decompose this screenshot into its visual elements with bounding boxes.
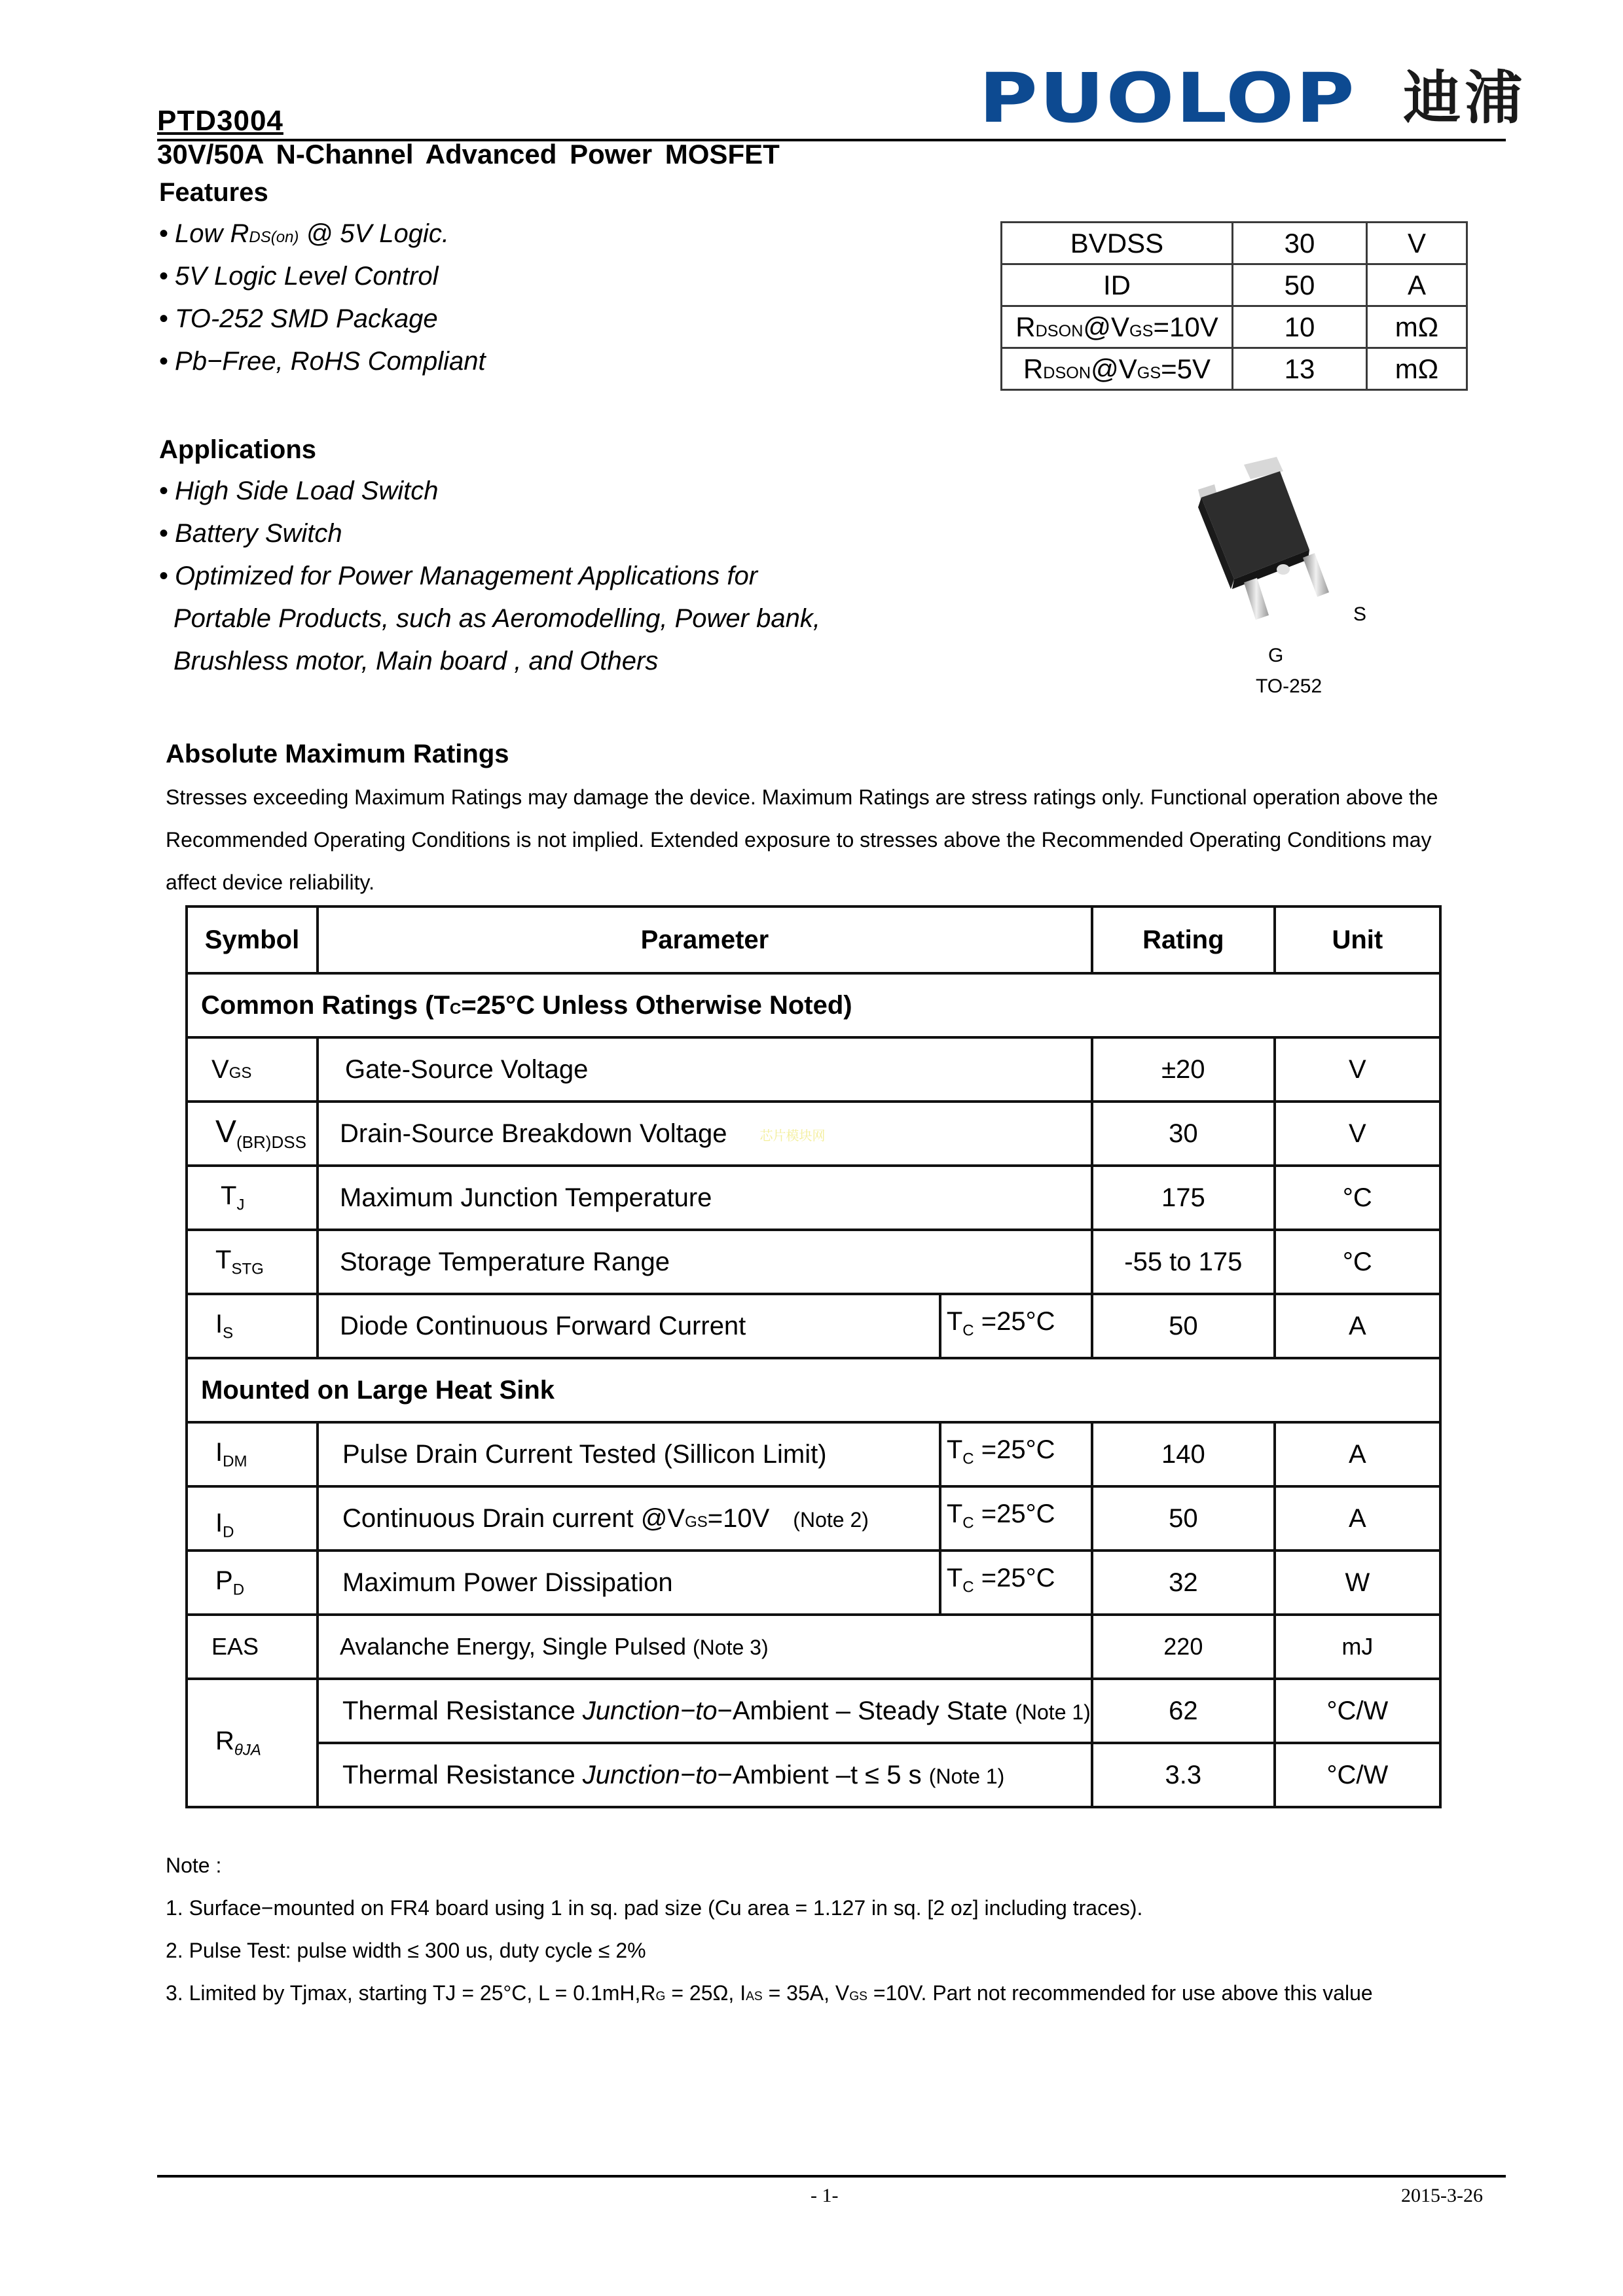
table-row bbox=[1002, 306, 1467, 348]
footer-divider bbox=[157, 2175, 1506, 2178]
parameter-cell: Storage Temperature Range bbox=[318, 1230, 1092, 1294]
rating-cell: 140 bbox=[1092, 1422, 1275, 1486]
unit-cell: °C/W bbox=[1275, 1679, 1440, 1743]
table-row bbox=[1002, 348, 1467, 390]
table-row bbox=[187, 1551, 1440, 1615]
unit-cell: A bbox=[1275, 1486, 1440, 1551]
unit-cell: A bbox=[1275, 1422, 1440, 1486]
spec-param: ID bbox=[1002, 264, 1233, 306]
column-header-unit: Unit bbox=[1275, 906, 1440, 973]
application-item: • Optimized for Power Management Applications for bbox=[159, 562, 758, 590]
page-number: - 1- bbox=[811, 2185, 839, 2206]
notes-heading: Note : bbox=[166, 1854, 222, 1877]
note-item: 3. Limited by Tjmax, starting TJ = 25°C, L = 0.1mH,RG = 25Ω, IAS = 35A, VGS =10V. Part not recommended for use above this value bbox=[166, 1981, 1373, 2005]
spec-value: 50 bbox=[1233, 264, 1367, 306]
table-group-row bbox=[187, 1358, 1440, 1422]
spec-unit: A bbox=[1367, 264, 1467, 306]
to252-package-image bbox=[1192, 452, 1349, 622]
table-row bbox=[187, 1102, 1440, 1166]
spec-value: 10 bbox=[1233, 306, 1367, 348]
column-header-parameter: Parameter bbox=[318, 906, 1092, 973]
unit-cell: V bbox=[1275, 1102, 1440, 1166]
unit-cell: °C bbox=[1275, 1166, 1440, 1230]
features-heading: Features bbox=[159, 178, 268, 207]
unit-cell: A bbox=[1275, 1294, 1440, 1358]
parameter-cell: Avalanche Energy, Single Pulsed (Note 3) bbox=[318, 1615, 1092, 1679]
ratings-paragraph-line: Stresses exceeding Maximum Ratings may damage the device. Maximum Ratings are stress ratings only. Functional operation above the bbox=[166, 785, 1438, 809]
unit-cell: V bbox=[1275, 1037, 1440, 1102]
table-row bbox=[187, 1679, 1440, 1743]
rating-cell: 175 bbox=[1092, 1166, 1275, 1230]
drain-stub bbox=[1277, 564, 1290, 575]
note-item: 1. Surface−mounted on FR4 board using 1 in sq. pad size (Cu area = 1.127 in sq. [2 oz] including traces). bbox=[166, 1896, 1143, 1920]
group-heat-sink: Mounted on Large Heat Sink bbox=[187, 1358, 1440, 1422]
pin-label-gate: G bbox=[1268, 645, 1284, 666]
parameter-cell: Continuous Drain current @VGS=10V (Note 2) bbox=[318, 1486, 940, 1551]
unit-cell: mJ bbox=[1275, 1615, 1440, 1679]
rating-cell: 30 bbox=[1092, 1102, 1275, 1166]
symbol-cell: $I_S$ bbox=[187, 1294, 318, 1358]
symbol-cell: VGS bbox=[187, 1037, 318, 1102]
column-header-symbol: Symbol bbox=[187, 906, 318, 973]
feature-item: • 5V Logic Level Control bbox=[159, 262, 439, 291]
table-row bbox=[187, 1422, 1440, 1486]
spec-param: RDSON@VGS=10V bbox=[1002, 306, 1233, 348]
package-name: TO-252 bbox=[1256, 675, 1322, 697]
symbol-cell: $P_D$ bbox=[187, 1551, 318, 1615]
table-header-row bbox=[187, 906, 1440, 973]
group-common-ratings: Common Ratings (TC=25°C Unless Otherwise Noted) bbox=[187, 973, 1440, 1037]
spec-unit: mΩ bbox=[1367, 348, 1467, 390]
applications-heading: Applications bbox=[159, 435, 317, 464]
parameter-cell: Thermal Resistance Junction−to−Ambient – Steady State (Note 1) bbox=[318, 1679, 1092, 1743]
application-item: • High Side Load Switch bbox=[159, 476, 439, 505]
unit-cell: W bbox=[1275, 1551, 1440, 1615]
symbol-cell: $T_J$ bbox=[187, 1166, 318, 1230]
watermark-text: 芯片模块网 bbox=[759, 1129, 826, 1144]
pin-label-source: S bbox=[1353, 603, 1367, 625]
application-item: • Battery Switch bbox=[159, 519, 342, 548]
symbol-cell: $V_{(BR)DSS}$ bbox=[187, 1102, 318, 1166]
parameter-cell: Pulse Drain Current Tested (Sillicon Limit) bbox=[318, 1422, 940, 1486]
absolute-max-ratings-table bbox=[185, 905, 1442, 1808]
unit-cell: °C bbox=[1275, 1230, 1440, 1294]
table-group-row bbox=[187, 973, 1440, 1037]
table-row bbox=[187, 1037, 1440, 1102]
rating-cell: 3.3 bbox=[1092, 1743, 1275, 1807]
parameter-cell: Gate-Source Voltage bbox=[318, 1037, 1092, 1102]
symbol-cell: EAS bbox=[187, 1615, 318, 1679]
table-row bbox=[187, 1615, 1440, 1679]
table-row bbox=[187, 1294, 1440, 1358]
parameter-cell: Maximum Junction Temperature bbox=[318, 1166, 1092, 1230]
source-lead bbox=[1303, 553, 1329, 597]
table-row bbox=[1002, 223, 1467, 264]
ratings-paragraph-line: affect device reliability. bbox=[166, 870, 374, 894]
condition-cell: $T_C =25^\circ C$ bbox=[940, 1422, 1092, 1486]
symbol-cell: $T_{STG}$ bbox=[187, 1230, 318, 1294]
table-row bbox=[187, 1166, 1440, 1230]
rating-cell: ±20 bbox=[1092, 1037, 1275, 1102]
key-specs-table bbox=[1000, 221, 1468, 391]
spec-value: 30 bbox=[1233, 223, 1367, 264]
table-row bbox=[187, 1230, 1440, 1294]
column-header-rating: Rating bbox=[1092, 906, 1275, 973]
rating-cell: 50 bbox=[1092, 1294, 1275, 1358]
feature-item: • TO-252 SMD Package bbox=[159, 304, 438, 333]
feature-item: • Low RDS(on) @ 5V Logic. bbox=[159, 219, 450, 248]
table-row bbox=[187, 1743, 1440, 1807]
symbol-cell: $I_D$ bbox=[187, 1486, 318, 1551]
rating-cell: 62 bbox=[1092, 1679, 1275, 1743]
spec-value: 13 bbox=[1233, 348, 1367, 390]
parameter-cell: Diode Continuous Forward Current bbox=[318, 1294, 940, 1358]
unit-cell: °C/W bbox=[1275, 1743, 1440, 1807]
application-item-continuation: Portable Products, such as Aeromodelling, Power bank, bbox=[173, 604, 820, 633]
device-subtitle: 30V/50A N-Channel Advanced Power MOSFET bbox=[157, 139, 780, 170]
parameter-cell: Maximum Power Dissipation bbox=[318, 1551, 940, 1615]
symbol-cell: $R_{\theta JA}$ bbox=[187, 1679, 318, 1807]
note-item: 2. Pulse Test: pulse width ≤ 300 us, duty cycle ≤ 2% bbox=[166, 1939, 646, 1962]
rating-cell: 220 bbox=[1092, 1615, 1275, 1679]
condition-cell: $T_C =25^\circ C$ bbox=[940, 1486, 1092, 1551]
rating-cell: -55 to 175 bbox=[1092, 1230, 1275, 1294]
logo-cjk-text: 迪浦 bbox=[1403, 64, 1527, 132]
parameter-cell: Drain-Source Breakdown Voltage 芯片模块网 bbox=[318, 1102, 1092, 1166]
application-item-continuation: Brushless motor, Main board , and Others bbox=[173, 647, 659, 675]
spec-param: RDSON@VGS=5V bbox=[1002, 348, 1233, 390]
spec-unit: V bbox=[1367, 223, 1467, 264]
brand-logo bbox=[979, 58, 1527, 138]
spec-unit: mΩ bbox=[1367, 306, 1467, 348]
feature-item: • Pb−Free, RoHS Compliant bbox=[159, 347, 486, 376]
logo-latin-text: PUOLOP bbox=[979, 58, 1357, 138]
gate-lead bbox=[1244, 578, 1269, 620]
condition-cell: $T_C =25^\circ C$ bbox=[940, 1551, 1092, 1615]
ratings-paragraph-line: Recommended Operating Conditions is not implied. Extended exposure to stresses above the Recommended Operating Conditions may bbox=[166, 828, 1432, 852]
table-row bbox=[187, 1486, 1440, 1551]
absolute-max-heading: Absolute Maximum Ratings bbox=[166, 740, 509, 768]
parameter-cell: Thermal Resistance Junction−to−Ambient –t ≤ 5 s (Note 1) bbox=[318, 1743, 1092, 1807]
symbol-cell: $I_{DM}$ bbox=[187, 1422, 318, 1486]
document-date: 2015-3-26 bbox=[1401, 2185, 1483, 2206]
rating-cell: 50 bbox=[1092, 1486, 1275, 1551]
part-number-title: PTD3004 bbox=[157, 105, 283, 137]
table-row bbox=[1002, 264, 1467, 306]
spec-param: BVDSS bbox=[1002, 223, 1233, 264]
rating-cell: 32 bbox=[1092, 1551, 1275, 1615]
condition-cell: $T_C =25^\circ C$ bbox=[940, 1294, 1092, 1358]
